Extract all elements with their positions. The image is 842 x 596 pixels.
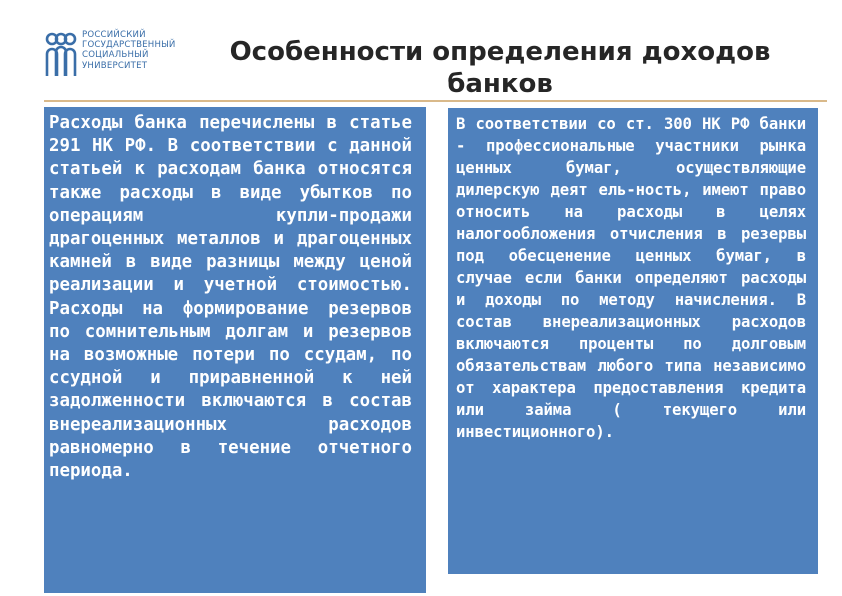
logo-line: ГОСУДАРСТВЕННЫЙ <box>82 40 176 51</box>
slide-title <box>200 36 800 100</box>
title-line-1: Особенности определения доходов <box>229 37 771 67</box>
logo-line: СОЦИАЛЬНЫЙ <box>82 50 149 61</box>
logo-line: УНИВЕРСИТЕТ <box>82 60 148 71</box>
logo-line: РОССИЙСКИЙ <box>82 30 146 40</box>
right-box-text: В соответствии со ст. 300 НК РФ банки - профессиональные участники рынка ценных бумаг, осуществляющие дилерскую деят ель-ность, имеют право относить на расходы в целях налогообложения отчисления в резервы под обесценение ценных бумаг, в случае если банки определяют расходы и доходы по методу начисления. В состав внереализационных расходов включаются проценты по долговым обязательствам любого типа независимо от характера предоставления кредита или займа ( текущего или инвестиционного). <box>456 115 806 441</box>
title-divider <box>44 100 827 102</box>
left-text-box <box>44 107 426 593</box>
left-box-text: Расходы банка перечислены в статье 291 НК РФ. В соответствии с данной статьей к расходам банка относятся также расходы в виде убытков по операциям купли-продажи драгоценных металлов и драгоценных камней в виде разницы между ценой реализации и учетной стоимостью. Расходы на формирование резервов по сомнительным долгам и резервов на возможные потери по ссудам, по ссудной и приравненной к ней задолженности включаются в состав внереализационных расходов равномерно в течение отчетного периода. <box>49 113 412 482</box>
logo-emblem-icon <box>44 32 78 78</box>
right-text-box <box>448 108 818 574</box>
title-line-2: банков <box>447 69 553 99</box>
logo-text <box>82 30 202 71</box>
university-logo <box>44 30 194 86</box>
